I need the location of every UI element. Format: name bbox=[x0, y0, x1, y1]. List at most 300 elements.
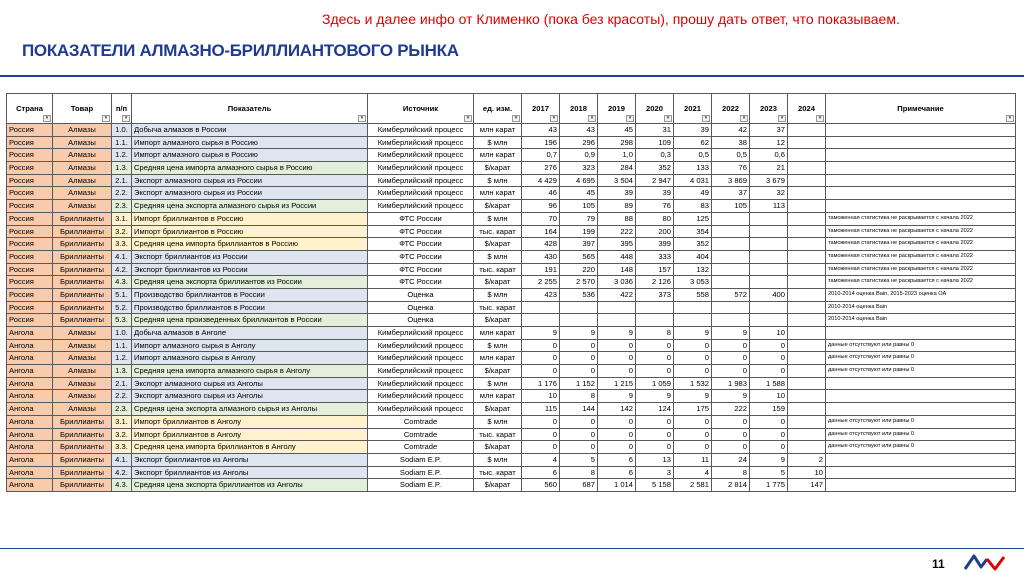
cell-indicator: Средняя цена импорта алмазного сырья в Анголу bbox=[132, 365, 368, 378]
cell-y2021: 0 bbox=[674, 428, 712, 441]
cell-source: Sodiam E.P. bbox=[368, 453, 474, 466]
cell-source: Кимберлийский процесс bbox=[368, 174, 474, 187]
cell-y2024 bbox=[788, 390, 826, 403]
cell-product: Алмазы bbox=[53, 136, 112, 149]
cell-y2020: 333 bbox=[636, 250, 674, 263]
cell-y2023: 0 bbox=[750, 428, 788, 441]
cell-y2019: 284 bbox=[598, 162, 636, 175]
cell-indicator: Средняя цена экспорта алмазного сырья из Анголы bbox=[132, 403, 368, 416]
filter-dropdown-icon[interactable]: ▾ bbox=[626, 115, 634, 122]
cell-y2017: 96 bbox=[522, 200, 560, 213]
cell-y2018: 0 bbox=[560, 428, 598, 441]
cell-y2019: 89 bbox=[598, 200, 636, 213]
cell-unit: $/карат bbox=[474, 441, 522, 454]
cell-y2021: 0 bbox=[674, 339, 712, 352]
cell-product: Алмазы bbox=[53, 403, 112, 416]
cell-source: ФТС России bbox=[368, 238, 474, 251]
cell-y2019: 45 bbox=[598, 124, 636, 137]
column-header-y2024: 2024 ▾ bbox=[788, 94, 826, 124]
cell-y2018: 45 bbox=[560, 187, 598, 200]
cell-num: 1.3. bbox=[112, 162, 132, 175]
table-row bbox=[7, 225, 1016, 238]
cell-y2017: 1 176 bbox=[522, 377, 560, 390]
cell-y2022: 37 bbox=[712, 187, 750, 200]
cell-y2018: 1 152 bbox=[560, 377, 598, 390]
cell-unit: $/карат bbox=[474, 314, 522, 327]
cell-num: 3.2. bbox=[112, 428, 132, 441]
cell-unit: $/карат bbox=[474, 162, 522, 175]
filter-dropdown-icon[interactable]: ▾ bbox=[43, 115, 51, 122]
cell-country: Ангола bbox=[7, 479, 53, 492]
cell-num: 2.2. bbox=[112, 187, 132, 200]
cell-source: Кимберлийский процесс bbox=[368, 327, 474, 340]
cell-y2021: 39 bbox=[674, 124, 712, 137]
cell-y2024 bbox=[788, 428, 826, 441]
cell-indicator: Экспорт бриллиантов из России bbox=[132, 250, 368, 263]
cell-y2020: 0,3 bbox=[636, 149, 674, 162]
footer-divider bbox=[0, 548, 1024, 549]
cell-product: Алмазы bbox=[53, 352, 112, 365]
cell-note: данные отсутствуют или равны 0 bbox=[826, 352, 1016, 365]
cell-num: 3.3. bbox=[112, 238, 132, 251]
cell-unit: $/карат bbox=[474, 403, 522, 416]
cell-y2023 bbox=[750, 314, 788, 327]
cell-y2022: 42 bbox=[712, 124, 750, 137]
cell-country: Ангола bbox=[7, 339, 53, 352]
cell-y2018: 144 bbox=[560, 403, 598, 416]
cell-y2020: 2 947 bbox=[636, 174, 674, 187]
cell-y2020: 352 bbox=[636, 162, 674, 175]
cell-y2022: 572 bbox=[712, 288, 750, 301]
cell-y2018: 296 bbox=[560, 136, 598, 149]
cell-y2020: 0 bbox=[636, 441, 674, 454]
cell-y2018: 687 bbox=[560, 479, 598, 492]
cell-note: 2010-2014 оценка Bain, 2015-2023 оценка ОА bbox=[826, 288, 1016, 301]
cell-y2020: 76 bbox=[636, 200, 674, 213]
cell-unit: $ млн bbox=[474, 136, 522, 149]
column-header-country: Страна ▾ bbox=[7, 94, 53, 124]
cell-y2017: 560 bbox=[522, 479, 560, 492]
cell-note: данные отсутствуют или равны 0 bbox=[826, 441, 1016, 454]
cell-note bbox=[826, 174, 1016, 187]
cell-note: данные отсутствуют или равны 0 bbox=[826, 365, 1016, 378]
cell-y2017: 10 bbox=[522, 390, 560, 403]
cell-indicator: Импорт алмазного сырья в Анголу bbox=[132, 352, 368, 365]
cell-country: Россия bbox=[7, 124, 53, 137]
cell-indicator: Средняя цена импорта бриллиантов в Россию bbox=[132, 238, 368, 251]
cell-y2024 bbox=[788, 187, 826, 200]
cell-y2018: 8 bbox=[560, 390, 598, 403]
filter-dropdown-icon[interactable]: ▾ bbox=[122, 115, 130, 122]
cell-y2018: 79 bbox=[560, 212, 598, 225]
column-header-y2021: 2021 ▾ bbox=[674, 94, 712, 124]
cell-source: Кимберлийский процесс bbox=[368, 124, 474, 137]
cell-country: Ангола bbox=[7, 365, 53, 378]
cell-unit: $/карат bbox=[474, 238, 522, 251]
cell-y2019: 0 bbox=[598, 339, 636, 352]
cell-num: 4.2. bbox=[112, 466, 132, 479]
cell-y2024 bbox=[788, 238, 826, 251]
cell-y2018 bbox=[560, 314, 598, 327]
cell-unit: $ млн bbox=[474, 250, 522, 263]
cell-unit: $ млн bbox=[474, 453, 522, 466]
cell-source: Comtrade bbox=[368, 441, 474, 454]
cell-unit: млн карат bbox=[474, 149, 522, 162]
cell-y2024 bbox=[788, 377, 826, 390]
cell-y2018: 0 bbox=[560, 441, 598, 454]
cell-y2021 bbox=[674, 314, 712, 327]
cell-y2017: 4 bbox=[522, 453, 560, 466]
cell-product: Бриллианты bbox=[53, 479, 112, 492]
cell-country: Россия bbox=[7, 314, 53, 327]
cell-country: Ангола bbox=[7, 377, 53, 390]
cell-unit: млн карат bbox=[474, 352, 522, 365]
cell-note bbox=[826, 466, 1016, 479]
cell-source: ФТС России bbox=[368, 263, 474, 276]
cell-note bbox=[826, 403, 1016, 416]
cell-y2020: 200 bbox=[636, 225, 674, 238]
cell-y2022 bbox=[712, 212, 750, 225]
table-row bbox=[7, 403, 1016, 416]
cell-y2021: 175 bbox=[674, 403, 712, 416]
cell-source: Comtrade bbox=[368, 415, 474, 428]
cell-y2020: 0 bbox=[636, 415, 674, 428]
cell-y2017: 430 bbox=[522, 250, 560, 263]
cell-product: Бриллианты bbox=[53, 301, 112, 314]
cell-num: 5.3. bbox=[112, 314, 132, 327]
cell-indicator: Средняя цена экспорта алмазного сырья из России bbox=[132, 200, 368, 213]
cell-indicator: Экспорт алмазного сырья из России bbox=[132, 187, 368, 200]
cell-y2017: 164 bbox=[522, 225, 560, 238]
cell-product: Бриллианты bbox=[53, 288, 112, 301]
filter-dropdown-icon[interactable]: ▾ bbox=[588, 115, 596, 122]
cell-num: 4.1. bbox=[112, 250, 132, 263]
cell-y2020: 80 bbox=[636, 212, 674, 225]
cell-y2023: 0 bbox=[750, 441, 788, 454]
cell-y2024 bbox=[788, 327, 826, 340]
cell-y2023: 0,6 bbox=[750, 149, 788, 162]
cell-unit: $/карат bbox=[474, 276, 522, 289]
cell-y2017: 115 bbox=[522, 403, 560, 416]
filter-dropdown-icon[interactable]: ▾ bbox=[512, 115, 520, 122]
cell-product: Алмазы bbox=[53, 124, 112, 137]
cell-y2022: 105 bbox=[712, 200, 750, 213]
cell-unit: тыс. карат bbox=[474, 225, 522, 238]
cell-product: Алмазы bbox=[53, 327, 112, 340]
cell-y2017: 0,7 bbox=[522, 149, 560, 162]
cell-y2020: 0 bbox=[636, 339, 674, 352]
filter-dropdown-icon[interactable]: ▾ bbox=[778, 115, 786, 122]
filter-dropdown-icon[interactable]: ▾ bbox=[358, 115, 366, 122]
cell-indicator: Импорт бриллиантов в Россию bbox=[132, 225, 368, 238]
cell-product: Бриллианты bbox=[53, 466, 112, 479]
cell-note: данные отсутствуют или равны 0 bbox=[826, 415, 1016, 428]
table-row bbox=[7, 453, 1016, 466]
cell-y2020: 0 bbox=[636, 365, 674, 378]
cell-product: Алмазы bbox=[53, 377, 112, 390]
cell-source: Кимберлийский процесс bbox=[368, 403, 474, 416]
cell-num: 3.1. bbox=[112, 212, 132, 225]
cell-indicator: Импорт алмазного сырья в Анголу bbox=[132, 339, 368, 352]
table-row bbox=[7, 124, 1016, 137]
cell-y2019: 0 bbox=[598, 352, 636, 365]
cell-y2020: 399 bbox=[636, 238, 674, 251]
cell-unit: млн карат bbox=[474, 390, 522, 403]
cell-note: таможенная статистика не раскрывается с начала 2022 bbox=[826, 263, 1016, 276]
cell-y2020: 2 126 bbox=[636, 276, 674, 289]
cell-y2023: 12 bbox=[750, 136, 788, 149]
cell-y2021: 83 bbox=[674, 200, 712, 213]
cell-y2022: 0 bbox=[712, 339, 750, 352]
table-row bbox=[7, 162, 1016, 175]
cell-y2024 bbox=[788, 314, 826, 327]
cell-unit: млн карат bbox=[474, 187, 522, 200]
cell-y2021: 1 532 bbox=[674, 377, 712, 390]
cell-unit: млн карат bbox=[474, 327, 522, 340]
cell-product: Алмазы bbox=[53, 149, 112, 162]
cell-y2024 bbox=[788, 301, 826, 314]
cell-y2024 bbox=[788, 352, 826, 365]
cell-unit: тыс. карат bbox=[474, 301, 522, 314]
cell-y2023: 10 bbox=[750, 327, 788, 340]
cell-y2023: 1 775 bbox=[750, 479, 788, 492]
cell-note bbox=[826, 453, 1016, 466]
cell-y2020: 109 bbox=[636, 136, 674, 149]
cell-y2017: 43 bbox=[522, 124, 560, 137]
cell-country: Ангола bbox=[7, 327, 53, 340]
cell-source: Оценка bbox=[368, 314, 474, 327]
table-row bbox=[7, 390, 1016, 403]
cell-y2024 bbox=[788, 403, 826, 416]
cell-y2023: 0 bbox=[750, 339, 788, 352]
cell-indicator: Средняя цена импорта алмазного сырья в Россию bbox=[132, 162, 368, 175]
column-header-product: Товар ▾ bbox=[53, 94, 112, 124]
cell-indicator: Средняя цена экспорта бриллиантов из Анголы bbox=[132, 479, 368, 492]
cell-y2019 bbox=[598, 301, 636, 314]
cell-y2018: 105 bbox=[560, 200, 598, 213]
cell-country: Ангола bbox=[7, 441, 53, 454]
cell-country: Россия bbox=[7, 212, 53, 225]
cell-y2022: 0 bbox=[712, 352, 750, 365]
cell-product: Алмазы bbox=[53, 200, 112, 213]
cell-product: Бриллианты bbox=[53, 453, 112, 466]
cell-note: данные отсутствуют или равны 0 bbox=[826, 428, 1016, 441]
cell-num: 2.2. bbox=[112, 390, 132, 403]
cell-y2022 bbox=[712, 276, 750, 289]
filter-dropdown-icon[interactable]: ▾ bbox=[816, 115, 824, 122]
column-header-note: Примечание ▾ bbox=[826, 94, 1016, 124]
cell-y2021: 0 bbox=[674, 352, 712, 365]
cell-note bbox=[826, 377, 1016, 390]
cell-y2022: 9 bbox=[712, 390, 750, 403]
cell-y2021: 0,5 bbox=[674, 149, 712, 162]
cell-y2023 bbox=[750, 212, 788, 225]
cell-unit: $ млн bbox=[474, 377, 522, 390]
cell-y2019: 3 036 bbox=[598, 276, 636, 289]
filter-dropdown-icon[interactable]: ▾ bbox=[550, 115, 558, 122]
cell-y2022: 0 bbox=[712, 428, 750, 441]
cell-y2018 bbox=[560, 301, 598, 314]
cell-note: 2010-2014 оценка Bain bbox=[826, 314, 1016, 327]
cell-y2019: 222 bbox=[598, 225, 636, 238]
cell-y2018: 220 bbox=[560, 263, 598, 276]
cell-source: ФТС России bbox=[368, 250, 474, 263]
cell-note: данные отсутствуют или равны 0 bbox=[826, 339, 1016, 352]
cell-y2022: 3 869 bbox=[712, 174, 750, 187]
table-row bbox=[7, 238, 1016, 251]
cell-y2020: 9 bbox=[636, 390, 674, 403]
cell-y2019: 0 bbox=[598, 441, 636, 454]
cell-y2022: 0,5 bbox=[712, 149, 750, 162]
cell-source: ФТС России bbox=[368, 212, 474, 225]
cell-indicator: Производство бриллиантов в России bbox=[132, 301, 368, 314]
cell-source: Кимберлийский процесс bbox=[368, 162, 474, 175]
cell-y2024 bbox=[788, 174, 826, 187]
cell-country: Россия bbox=[7, 301, 53, 314]
cell-indicator: Импорт бриллиантов в Анголу bbox=[132, 415, 368, 428]
filter-dropdown-icon[interactable]: ▾ bbox=[102, 115, 110, 122]
cell-y2017: 0 bbox=[522, 428, 560, 441]
cell-note bbox=[826, 187, 1016, 200]
cell-y2019: 6 bbox=[598, 453, 636, 466]
cell-y2021: 9 bbox=[674, 390, 712, 403]
filter-dropdown-icon[interactable]: ▾ bbox=[1006, 115, 1014, 122]
filter-dropdown-icon[interactable]: ▾ bbox=[740, 115, 748, 122]
cell-y2020 bbox=[636, 314, 674, 327]
cell-note: таможенная статистика не раскрывается с начала 2022 bbox=[826, 212, 1016, 225]
cell-indicator: Экспорт алмазного сырья из России bbox=[132, 174, 368, 187]
cell-y2019: 88 bbox=[598, 212, 636, 225]
cell-y2020: 124 bbox=[636, 403, 674, 416]
cell-y2019: 6 bbox=[598, 466, 636, 479]
cell-product: Бриллианты bbox=[53, 225, 112, 238]
cell-y2019: 395 bbox=[598, 238, 636, 251]
cell-y2021: 2 581 bbox=[674, 479, 712, 492]
cell-y2019: 448 bbox=[598, 250, 636, 263]
table-row bbox=[7, 263, 1016, 276]
cell-country: Ангола bbox=[7, 453, 53, 466]
table-row bbox=[7, 136, 1016, 149]
filter-dropdown-icon[interactable]: ▾ bbox=[464, 115, 472, 122]
cell-source: Sodiam E.P. bbox=[368, 479, 474, 492]
cell-y2019: 1 014 bbox=[598, 479, 636, 492]
cell-indicator: Добыча алмазов в Анголе bbox=[132, 327, 368, 340]
cell-y2019: 9 bbox=[598, 390, 636, 403]
cell-country: Ангола bbox=[7, 403, 53, 416]
cell-country: Россия bbox=[7, 162, 53, 175]
column-header-y2017: 2017 ▾ bbox=[522, 94, 560, 124]
cell-y2021: 125 bbox=[674, 212, 712, 225]
cell-y2022: 0 bbox=[712, 415, 750, 428]
cell-y2018: 9 bbox=[560, 327, 598, 340]
cell-y2021: 352 bbox=[674, 238, 712, 251]
cell-country: Ангола bbox=[7, 390, 53, 403]
cell-y2019: 1,0 bbox=[598, 149, 636, 162]
cell-y2019: 148 bbox=[598, 263, 636, 276]
cell-y2023 bbox=[750, 225, 788, 238]
cell-country: Россия bbox=[7, 263, 53, 276]
table-header-row bbox=[7, 94, 1016, 124]
cell-source: Оценка bbox=[368, 288, 474, 301]
cell-num: 4.2. bbox=[112, 263, 132, 276]
cell-y2022: 9 bbox=[712, 327, 750, 340]
cell-y2024 bbox=[788, 250, 826, 263]
cell-country: Россия bbox=[7, 200, 53, 213]
cell-y2020: 0 bbox=[636, 428, 674, 441]
cell-indicator: Экспорт бриллиантов из России bbox=[132, 263, 368, 276]
cell-product: Бриллианты bbox=[53, 428, 112, 441]
cell-note bbox=[826, 162, 1016, 175]
cell-indicator: Средняя цена импорта бриллиантов в Анголу bbox=[132, 441, 368, 454]
cell-y2020: 157 bbox=[636, 263, 674, 276]
cell-y2017: 4 429 bbox=[522, 174, 560, 187]
cell-indicator: Экспорт алмазного сырья из Анголы bbox=[132, 377, 368, 390]
cell-y2020: 5 158 bbox=[636, 479, 674, 492]
cell-source: Кимберлийский процесс bbox=[368, 377, 474, 390]
cell-y2018: 0 bbox=[560, 365, 598, 378]
cell-y2018: 397 bbox=[560, 238, 598, 251]
cell-y2022: 76 bbox=[712, 162, 750, 175]
cell-num: 4.3. bbox=[112, 479, 132, 492]
filter-dropdown-icon[interactable]: ▾ bbox=[702, 115, 710, 122]
cell-y2024 bbox=[788, 149, 826, 162]
cell-indicator: Импорт бриллиантов в Анголу bbox=[132, 428, 368, 441]
cell-product: Бриллианты bbox=[53, 250, 112, 263]
table-row bbox=[7, 276, 1016, 289]
cell-y2023: 1 588 bbox=[750, 377, 788, 390]
cell-num: 1.0. bbox=[112, 327, 132, 340]
cell-num: 3.1. bbox=[112, 415, 132, 428]
cell-y2018: 8 bbox=[560, 466, 598, 479]
cell-y2020: 373 bbox=[636, 288, 674, 301]
cell-y2021: 4 bbox=[674, 466, 712, 479]
cell-y2017: 46 bbox=[522, 187, 560, 200]
cell-y2019: 39 bbox=[598, 187, 636, 200]
cell-y2022: 38 bbox=[712, 136, 750, 149]
cell-y2021: 4 031 bbox=[674, 174, 712, 187]
cell-num: 2.3. bbox=[112, 403, 132, 416]
table-row bbox=[7, 428, 1016, 441]
filter-dropdown-icon[interactable]: ▾ bbox=[664, 115, 672, 122]
cell-country: Ангола bbox=[7, 428, 53, 441]
cell-source: Sodiam E.P. bbox=[368, 466, 474, 479]
cell-y2021: 558 bbox=[674, 288, 712, 301]
table-row bbox=[7, 149, 1016, 162]
cell-unit: $ млн bbox=[474, 174, 522, 187]
cell-num: 1.2. bbox=[112, 352, 132, 365]
cell-y2017: 428 bbox=[522, 238, 560, 251]
cell-note: таможенная статистика не раскрывается с начала 2022 bbox=[826, 238, 1016, 251]
cell-y2021: 49 bbox=[674, 187, 712, 200]
cell-product: Алмазы bbox=[53, 365, 112, 378]
cell-y2017: 0 bbox=[522, 441, 560, 454]
column-header-y2019: 2019 ▾ bbox=[598, 94, 636, 124]
cell-y2023: 159 bbox=[750, 403, 788, 416]
cell-y2023 bbox=[750, 276, 788, 289]
cell-y2018: 199 bbox=[560, 225, 598, 238]
cell-num: 2.3. bbox=[112, 200, 132, 213]
cell-y2019: 1 215 bbox=[598, 377, 636, 390]
cell-indicator: Производство бриллиантов в России bbox=[132, 288, 368, 301]
company-logo-icon bbox=[962, 553, 1018, 571]
cell-note: таможенная статистика не раскрывается с начала 2022 bbox=[826, 250, 1016, 263]
cell-y2019: 3 504 bbox=[598, 174, 636, 187]
cell-y2019: 298 bbox=[598, 136, 636, 149]
cell-y2022: 8 bbox=[712, 466, 750, 479]
cell-product: Бриллианты bbox=[53, 415, 112, 428]
cell-y2018: 0 bbox=[560, 352, 598, 365]
cell-y2020: 13 bbox=[636, 453, 674, 466]
